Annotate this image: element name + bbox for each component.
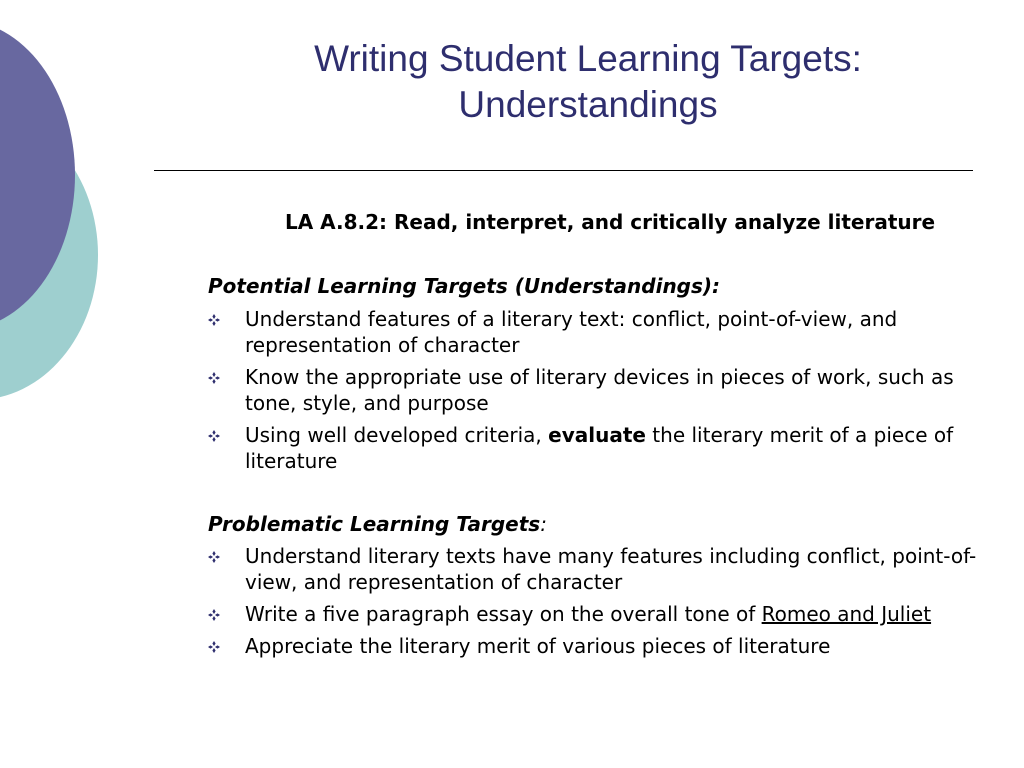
list-item [208, 601, 1008, 627]
list-item-text: Understand literary texts have many features including conflict, point-of-view, and representation of character [245, 544, 977, 594]
standard-statement: LA A.8.2: Read, interpret, and critically analyze literature [284, 210, 936, 234]
list-item [208, 633, 1008, 659]
problematic-targets-list [208, 543, 1008, 665]
list-item [208, 422, 1008, 474]
list-item [208, 364, 1008, 416]
list-item [208, 306, 1008, 358]
potential-targets-heading [208, 273, 720, 299]
four-diamond-bullet-icon [208, 430, 220, 442]
four-diamond-bullet-icon [208, 314, 220, 326]
four-diamond-bullet-icon [208, 609, 220, 621]
list-item [208, 543, 1008, 595]
list-item-text-after: the literary merit of a piece of literature [245, 423, 954, 473]
slide-title-line-1: Writing Student Learning Targets: [314, 38, 862, 79]
four-diamond-bullet-icon [208, 641, 220, 653]
four-diamond-bullet-icon [208, 372, 220, 384]
list-item-text: Understand features of a literary text: conflict, point-of-view, and representation of character [245, 307, 898, 357]
list-item-text: Appreciate the literary merit of various pieces of literature [245, 634, 831, 658]
slide-title-line-2: Understandings [458, 84, 718, 125]
list-item-text-before: Using well developed criteria, [245, 423, 549, 447]
slide-title [200, 36, 976, 128]
potential-targets-list [208, 306, 1008, 480]
list-item-text-before: Write a five paragraph essay on the overall tone of [245, 602, 762, 626]
list-item-text: Know the appropriate use of literary devices in pieces of work, such as tone, style, and purpose [245, 365, 954, 415]
title-divider [154, 170, 973, 171]
problematic-targets-heading [208, 511, 547, 537]
list-item-text-emphasis: evaluate [548, 423, 646, 447]
list-item-text-underlined-title: Romeo and Juliet [761, 602, 932, 626]
potential-targets-heading-text: Potential Learning Targets (Understandings): [208, 274, 721, 298]
problematic-targets-heading-text: Problematic Learning Targets [208, 512, 541, 536]
problematic-targets-heading-colon: : [540, 512, 547, 536]
four-diamond-bullet-icon [208, 551, 220, 563]
